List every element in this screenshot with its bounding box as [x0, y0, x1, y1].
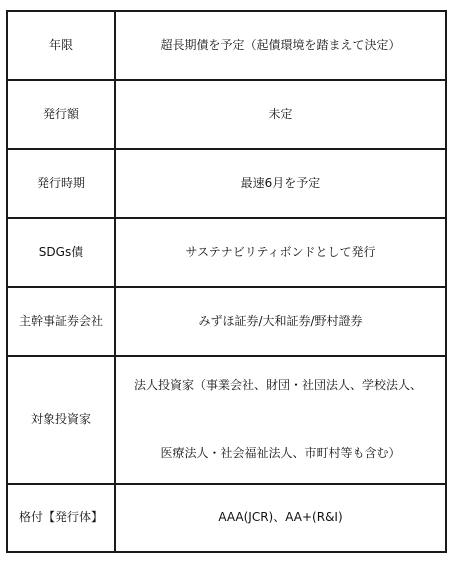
bond-terms-table — [6, 10, 447, 553]
rating-label: 格付【発行体】 — [7, 484, 115, 552]
investors-value — [115, 356, 446, 484]
underwriter-value: みずほ証券/大和証券/野村證券 — [115, 287, 446, 356]
timing-label: 発行時期 — [7, 149, 115, 218]
table-row-sdgs — [7, 218, 446, 287]
sdgs-label: SDGs債 — [7, 218, 115, 287]
amount-label: 発行額 — [7, 80, 115, 149]
table-row-investors — [7, 356, 446, 484]
sdgs-value: サステナビリティボンドとして発行 — [115, 218, 446, 287]
investors-label: 対象投資家 — [7, 356, 115, 484]
table-row-timing — [7, 149, 446, 218]
table-row-term — [7, 11, 446, 80]
underwriter-label: 主幹事証券会社 — [7, 287, 115, 356]
table-row-amount — [7, 80, 446, 149]
term-label: 年限 — [7, 11, 115, 80]
table-row-underwriter — [7, 287, 446, 356]
term-value: 超長期債を予定（起債環境を踏まえて決定） — [115, 11, 446, 80]
table-row-rating — [7, 484, 446, 552]
investors-value-line1: 法人投資家（事業会社、財団・社団法人、学校法人、 — [134, 378, 423, 392]
investors-value-line2: 医療法人・社会福祉法人、市町村等も含む） — [160, 446, 401, 461]
amount-value: 未定 — [115, 80, 446, 149]
timing-value: 最速6月を予定 — [115, 149, 446, 218]
rating-value: AAA(JCR)、AA+(R&I) — [115, 484, 446, 552]
